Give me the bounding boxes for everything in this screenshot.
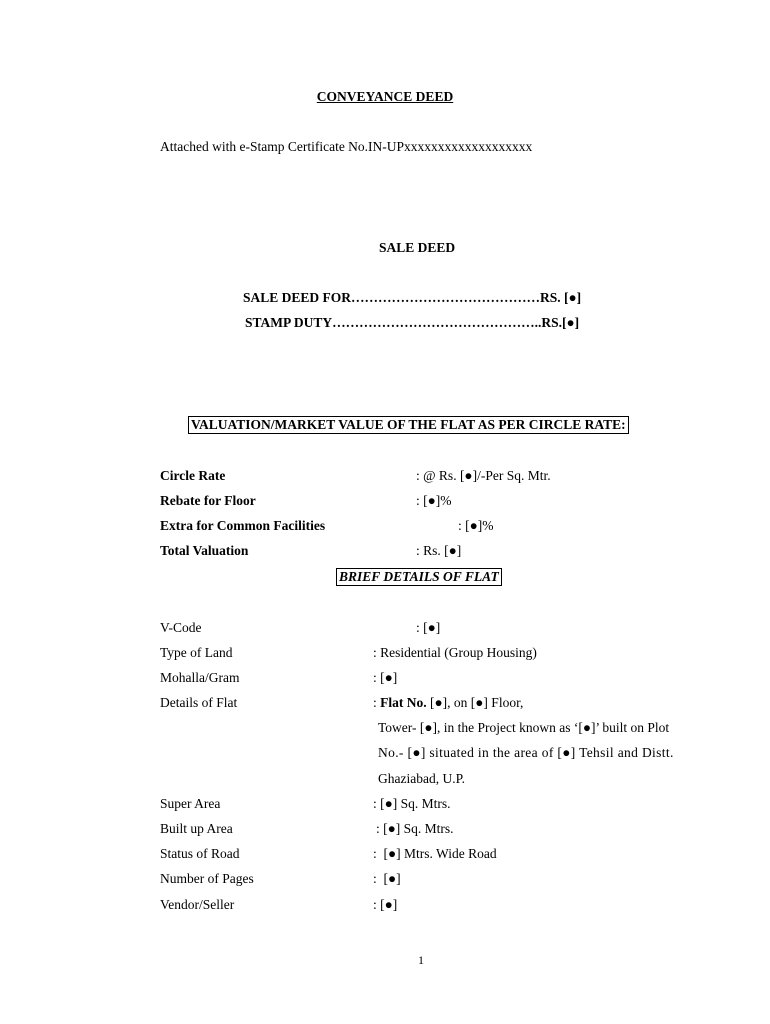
built-up-area-label: Built up Area [160, 821, 233, 836]
details-of-flat-prefix: : [373, 695, 381, 710]
vcode-value: : [●] [416, 620, 441, 635]
flat-details-continuation-3: Ghaziabad, U.P. [378, 771, 465, 786]
vendor-seller-label: Vendor/Seller [160, 897, 235, 912]
extra-common-facilities-label: Extra for Common Facilities [160, 518, 326, 533]
details-of-flat-label: Details of Flat [160, 695, 238, 710]
page-number: 1 [418, 953, 424, 967]
stamp-duty-line: STAMP DUTY………………………………………..RS.[●] [245, 315, 580, 330]
status-of-road-label: Status of Road [160, 846, 240, 861]
brief-details-heading: BRIEF DETAILS OF FLAT [336, 568, 502, 586]
stamp-certificate-line: Attached with e-Stamp Certificate No.IN-UPxxxxxxxxxxxxxxxxxxx [160, 139, 533, 154]
status-of-road-value: : [●] Mtrs. Wide Road [373, 846, 497, 861]
details-of-flat-value [373, 695, 523, 711]
document-title: CONVEYANCE DEED [316, 89, 454, 104]
vendor-seller-value: : [●] [373, 897, 398, 912]
circle-rate-label: Circle Rate [160, 468, 226, 483]
sale-deed-heading: SALE DEED [379, 240, 456, 255]
valuation-heading: VALUATION/MARKET VALUE OF THE FLAT AS PER CIRCLE RATE: [188, 416, 629, 434]
total-valuation-label: Total Valuation [160, 543, 249, 558]
vcode-label: V-Code [160, 620, 202, 635]
total-valuation-value: : Rs. [●] [416, 543, 462, 558]
type-of-land-label: Type of Land [160, 645, 233, 660]
super-area-label: Super Area [160, 796, 221, 811]
mohalla-gram-label: Mohalla/Gram [160, 670, 240, 685]
flat-details-continuation-1: Tower- [●], in the Project known as ‘[●]’ built on Plot [378, 720, 670, 735]
circle-rate-value: : @ Rs. [●]/-Per Sq. Mtr. [416, 468, 551, 483]
super-area-value: : [●] Sq. Mtrs. [373, 796, 451, 811]
flat-no-label: Flat No. [380, 695, 427, 710]
flat-details-continuation-2: No.- [●] situated in the area of [●] Tehsil and Distt. [378, 745, 674, 760]
number-of-pages-value: : [●] [373, 871, 401, 886]
rebate-floor-value: : [●]% [416, 493, 452, 508]
extra-common-facilities-value: : [●]% [458, 518, 494, 533]
details-of-flat-rest: [●], on [●] Floor, [426, 695, 524, 710]
type-of-land-value: : Residential (Group Housing) [373, 645, 537, 660]
sale-deed-for-line: SALE DEED FOR……………………………………RS. [●] [243, 290, 582, 305]
built-up-area-value: : [●] Sq. Mtrs. [376, 821, 454, 836]
rebate-floor-label: Rebate for Floor [160, 493, 256, 508]
mohalla-gram-value: : [●] [373, 670, 398, 685]
number-of-pages-label: Number of Pages [160, 871, 254, 886]
